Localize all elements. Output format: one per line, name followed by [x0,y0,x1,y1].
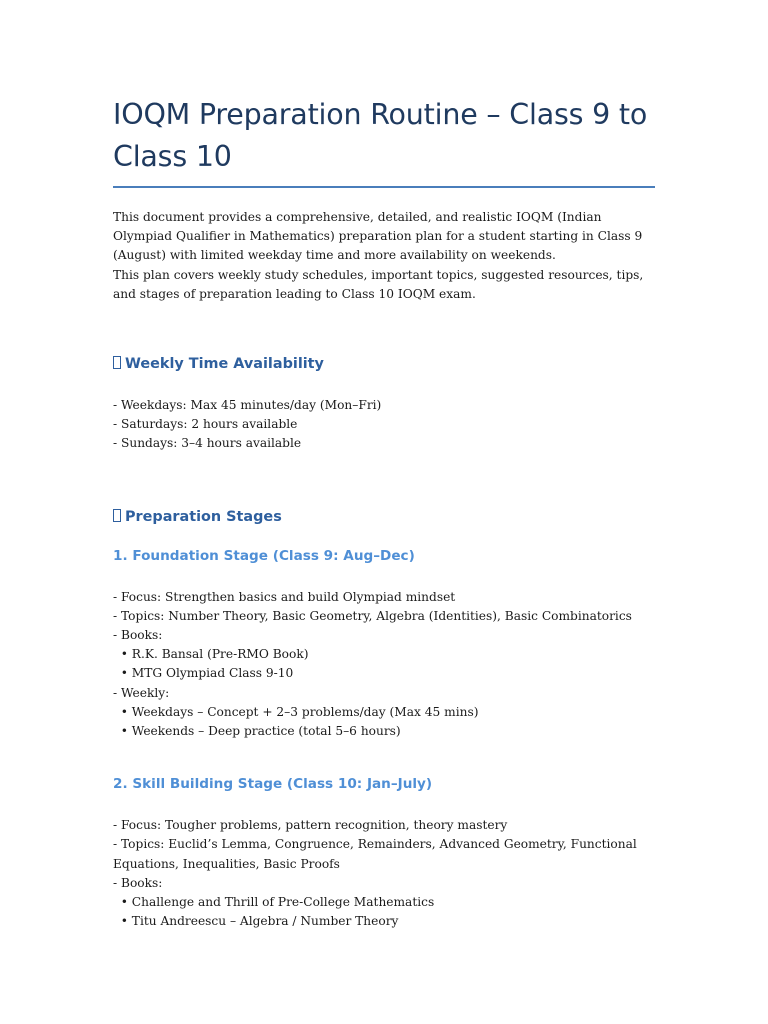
intro-paragraph-1: This document provides a comprehensive, detailed, and realistic IOQM (Indian Olympiad Qualifier in Mathematics) preparation plan for a student starting in Class 9 (August) with limited weekday time and more availability on weekends. [113,210,643,263]
list-item: - Weekdays: Max 45 minutes/day (Mon–Fri) [113,398,382,413]
list-item: - Topics: Euclid’s Lemma, Congruence, Remainders, Advanced Geometry, Functional [113,837,637,852]
list-item: • MTG Olympiad Class 9-10 [113,666,294,681]
list-item: • Weekends – Deep practice (total 5–6 hours) [113,724,401,739]
list-item: - Books: [113,628,163,643]
missing-emoji-icon [113,356,121,369]
preparation-stages-heading [113,507,655,527]
list-item: - Topics: Number Theory, Basic Geometry, Algebra (Identities), Basic Combinatorics [113,608,632,623]
list-item: - Saturdays: 2 hours available [113,417,298,432]
document-title [113,94,655,178]
intro-section [113,208,655,304]
list-item: Equations, Inequalities, Basic Proofs [113,856,340,871]
missing-emoji-icon [113,509,121,522]
weekly-heading-text: Weekly Time Availability [125,356,324,373]
list-item: • Challenge and Thrill of Pre-College Mathematics [113,895,435,910]
foundation-stage-heading: 1. Foundation Stage (Class 9: Aug–Dec) [113,547,415,564]
title-line-2: Class 10 [113,140,232,173]
weekly-availability-list [113,396,655,454]
intro-paragraph-2: This plan covers weekly study schedules, important topics, suggested resources, tips, and stages of preparation leading to Class 10 IOQM exam. [113,267,644,301]
list-item: • Weekdays – Concept + 2–3 problems/day (Max 45 mins) [113,704,479,719]
list-item: - Focus: Strengthen basics and build Olympiad mindset [113,589,456,604]
weekly-availability-heading [113,354,655,374]
list-item: - Focus: Tougher problems, pattern recognition, theory mastery [113,818,508,833]
list-item: - Sundays: 3–4 hours available [113,436,302,451]
list-item: • R.K. Bansal (Pre-RMO Book) [113,647,309,662]
foundation-stage-list [113,588,655,742]
list-item: - Books: [113,875,163,890]
title-line-1: IOQM Preparation Routine – Class 9 to [113,98,648,131]
stages-heading-text: Preparation Stages [125,508,282,525]
skill-building-stage-heading: 2. Skill Building Stage (Class 10: Jan–July) [113,776,433,793]
list-item: • Titu Andreescu – Algebra / Number Theory [113,914,399,929]
list-item: - Weekly: [113,685,170,700]
skill-building-stage-list [113,816,655,931]
title-underline [113,186,655,188]
